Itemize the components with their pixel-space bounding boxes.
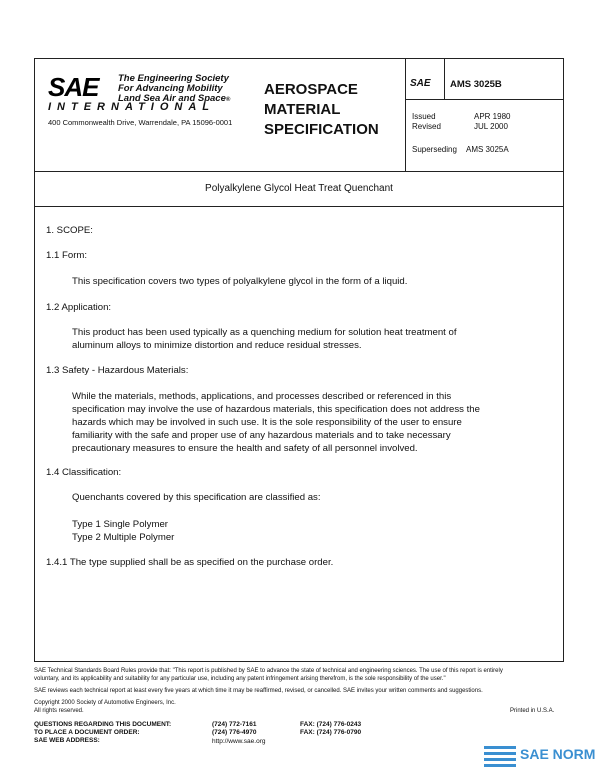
footer-rules-line-1: SAE Technical Standards Board Rules provide that: "This report is published by SAE to advance the state of technical and engineering sciences. The use of this report is entirely — [34, 668, 503, 674]
section-1-3-heading: 1.3 Safety - Hazardous Materials: — [46, 365, 189, 376]
society-line-1: The Engineering Society — [118, 73, 229, 84]
doc-number-left-divider — [444, 58, 445, 99]
footer-review-line: SAE reviews each technical report at least every five years at which time it may be reaffirmed, revised, or cancelled. SAE invites your written comments and suggestions. — [34, 688, 483, 694]
copyright-line-1: Copyright 2000 Society of Automotive Engineers, Inc. — [34, 700, 176, 706]
superseding-value: AMS 3025A — [466, 145, 509, 154]
copyright-line-2: All rights reserved. — [34, 708, 84, 714]
doc-type-line-3: SPECIFICATION — [264, 121, 379, 138]
order-fax: FAX: (724) 776-0790 — [300, 729, 362, 736]
section-1-2-text-2: aluminum alloys to minimize distortion and reduce residual stresses. — [72, 340, 362, 351]
order-label: TO PLACE A DOCUMENT ORDER: — [34, 729, 140, 736]
questions-phone: (724) 772-7161 — [212, 721, 257, 728]
sae-small-logo: SAE — [410, 78, 431, 89]
revised-label: Revised — [412, 122, 441, 131]
section-1-2-heading: 1.2 Application: — [46, 302, 112, 313]
issued-value: APR 1980 — [474, 112, 511, 121]
web-address[interactable]: http://www.sae.org — [212, 738, 266, 745]
registered-mark: ® — [225, 97, 231, 103]
section-1-3-text-2: specification may involve the use of hazardous materials, this specification does not address the — [72, 404, 480, 415]
section-1-4-1-text: 1.4.1 The type supplied shall be as specified on the purchase order. — [46, 557, 334, 568]
type-2-item: Type 2 Multiple Polymer — [72, 532, 175, 543]
section-1-3-text-1: While the materials, methods, applications, and processes described or referenced in this — [72, 391, 452, 402]
section-1-1-text: This specification covers two types of polyalkylene glycol in the form of a liquid. — [72, 276, 408, 287]
section-1-3-text-4: familiarity with the safe and proper use of any hazardous materials and to take necessary — [72, 430, 451, 441]
issued-label: Issued — [412, 112, 436, 121]
doc-type-line-1: AEROSPACE — [264, 81, 358, 98]
header-divider — [34, 171, 564, 172]
society-line-2: For Advancing Mobility — [118, 83, 223, 94]
sae-logo: SAE — [48, 72, 99, 102]
international-wordmark: INTERNATIONAL — [48, 101, 216, 113]
questions-fax: FAX: (724) 776-0243 — [300, 721, 362, 728]
section-1-4-heading: 1.4 Classification: — [46, 467, 122, 478]
society-line-3: Land Sea Air and Space — [118, 93, 226, 104]
document-number: AMS 3025B — [450, 79, 502, 90]
document-type — [264, 80, 379, 140]
revised-value: JUL 2000 — [474, 122, 508, 131]
section-1-2-text-1: This product has been used typically as a quenching medium for solution heat treatment of — [72, 327, 457, 338]
printed-in: Printed in U.S.A. — [510, 708, 555, 714]
superseding-label: Superseding — [412, 145, 457, 154]
order-phone: (724) 776-4970 — [212, 729, 257, 736]
section-1-3-text-5: precautionary measures to ensure the health and safety of all personnel involved. — [72, 443, 418, 454]
type-1-item: Type 1 Single Polymer — [72, 519, 168, 530]
section-1-1-heading: 1.1 Form: — [46, 250, 88, 261]
section-1-4-text: Quenchants covered by this specification are classified as: — [72, 492, 321, 503]
sae-norm-watermark — [484, 742, 594, 777]
questions-label: QUESTIONS REGARDING THIS DOCUMENT: — [34, 721, 172, 728]
doc-number-divider — [405, 99, 564, 100]
section-1-3-text-3: hazards which may be involved in such use. It is the sole responsibility of the user to ensure — [72, 417, 462, 428]
address: 400 Commonwealth Drive, Warrendale, PA 15096-0001 — [48, 118, 233, 127]
watermark-text: SAE NORM — [520, 746, 596, 762]
doc-box-divider — [405, 58, 406, 171]
title-divider — [34, 206, 564, 207]
web-label: SAE WEB ADDRESS: — [34, 737, 100, 744]
document-title: Polyalkylene Glycol Heat Treat Quenchant — [205, 183, 393, 194]
doc-type-line-2: MATERIAL — [264, 101, 341, 118]
footer-rules-line-2: voluntary, and its applicability and suitability for any particular use, including any patent infringement arising therefrom, is the sole responsibility of the user." — [34, 676, 446, 682]
section-1-heading: 1. SCOPE: — [46, 225, 93, 236]
